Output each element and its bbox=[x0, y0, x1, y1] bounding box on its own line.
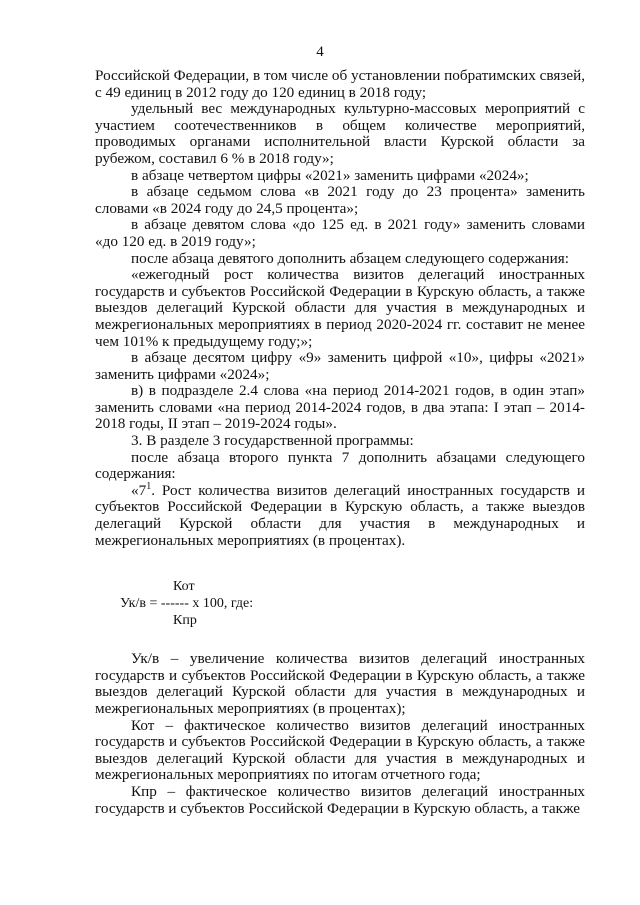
item-7-1-prefix: «7 bbox=[131, 481, 147, 499]
paragraph: в абзаце седьмом слова «в 2021 году до 23 процента» заменить словами «в 2024 году до 24,5 процента»; bbox=[95, 183, 585, 217]
formula-denominator: Кпр bbox=[173, 613, 197, 629]
definition-paragraph: Кпр – фактическое количество визитов делегаций иностранных государств и субъектов Российской Федерации в Курскую область, а также bbox=[95, 782, 585, 817]
formula-expression: Ук/в = ------ x 100, где: bbox=[120, 596, 254, 612]
paragraph: после абзаца второго пункта 7 дополнить абзацами следующего содержания: bbox=[95, 448, 585, 483]
paragraph: в абзаце девятом слова «до 125 ед. в 2021 году» заменить словами «до 120 ед. в 2019 году»; bbox=[95, 216, 585, 250]
paragraph: в абзаце десятом цифру «9» заменить цифрой «10», цифры «2021» заменить цифрами «2024»; bbox=[95, 349, 585, 383]
item-7-1-superscript: 1 bbox=[146, 480, 152, 492]
item-7-1-text: . Рост количества визитов делегаций иностранных государств и субъектов Российской Федерации в Курскую область, а также выездов делегаций Курской области для участия в международных и межрегиональных мероприятиях (в процентах). bbox=[95, 481, 585, 549]
formula-block bbox=[95, 565, 585, 635]
paragraph: «ежегодный рост количества визитов делегаций иностранных государств и субъектов Российской Федерации в Курскую область, а также выездов делегаций Курской области для участия в международных и межрегиональных мероприятиях в период 2020-2024 гг. составит не менее чем 101% к предыдущему году;»; bbox=[95, 266, 585, 350]
paragraph: Российской Федерации, в том числе об установлении побратимских связей, с 49 единиц в 2012 году до 120 единиц в 2018 году; bbox=[95, 67, 585, 101]
definition-paragraph: Ук/в – увеличение количества визитов делегаций иностранных государств и субъектов Российской Федерации в Курскую область, а также выездов делегаций Курской области для участия в международных и межрегиональных мероприятиях (в процентах); bbox=[95, 650, 585, 717]
paragraph: в абзаце четвертом цифры «2021» заменить цифрами «2024»; bbox=[131, 166, 529, 184]
paragraph: в) в подразделе 2.4 слова «на период 2014-2021 годов, в один этап» заменить словами «на период 2014-2024 годов, в два этапа: I этап – 2014-2018 годы, II этап – 2019-2024 годы». bbox=[95, 382, 585, 433]
formula-numerator: Кот bbox=[173, 579, 195, 595]
page-number: 4 bbox=[316, 44, 324, 60]
definition-paragraph: Кот – фактическое количество визитов делегаций иностранных государств и субъектов Российской Федерации в Курскую область, а также выездов делегаций Курской области для участия в международных и межрегиональных мероприятиях по итогам отчетного года; bbox=[95, 716, 585, 784]
item-7-1-paragraph bbox=[95, 480, 585, 549]
document-body bbox=[95, 68, 585, 817]
paragraph: удельный вес международных культурно-массовых мероприятий с участием соотечественников в общем количестве мероприятий, проводимых органами исполнительной власти Курской области за рубежом, составил 6 % в 2018 году»; bbox=[95, 100, 585, 167]
paragraph: после абзаца девятого дополнить абзацем следующего содержания: bbox=[131, 249, 569, 267]
section-heading: 3. В разделе 3 государственной программы: bbox=[131, 432, 414, 450]
